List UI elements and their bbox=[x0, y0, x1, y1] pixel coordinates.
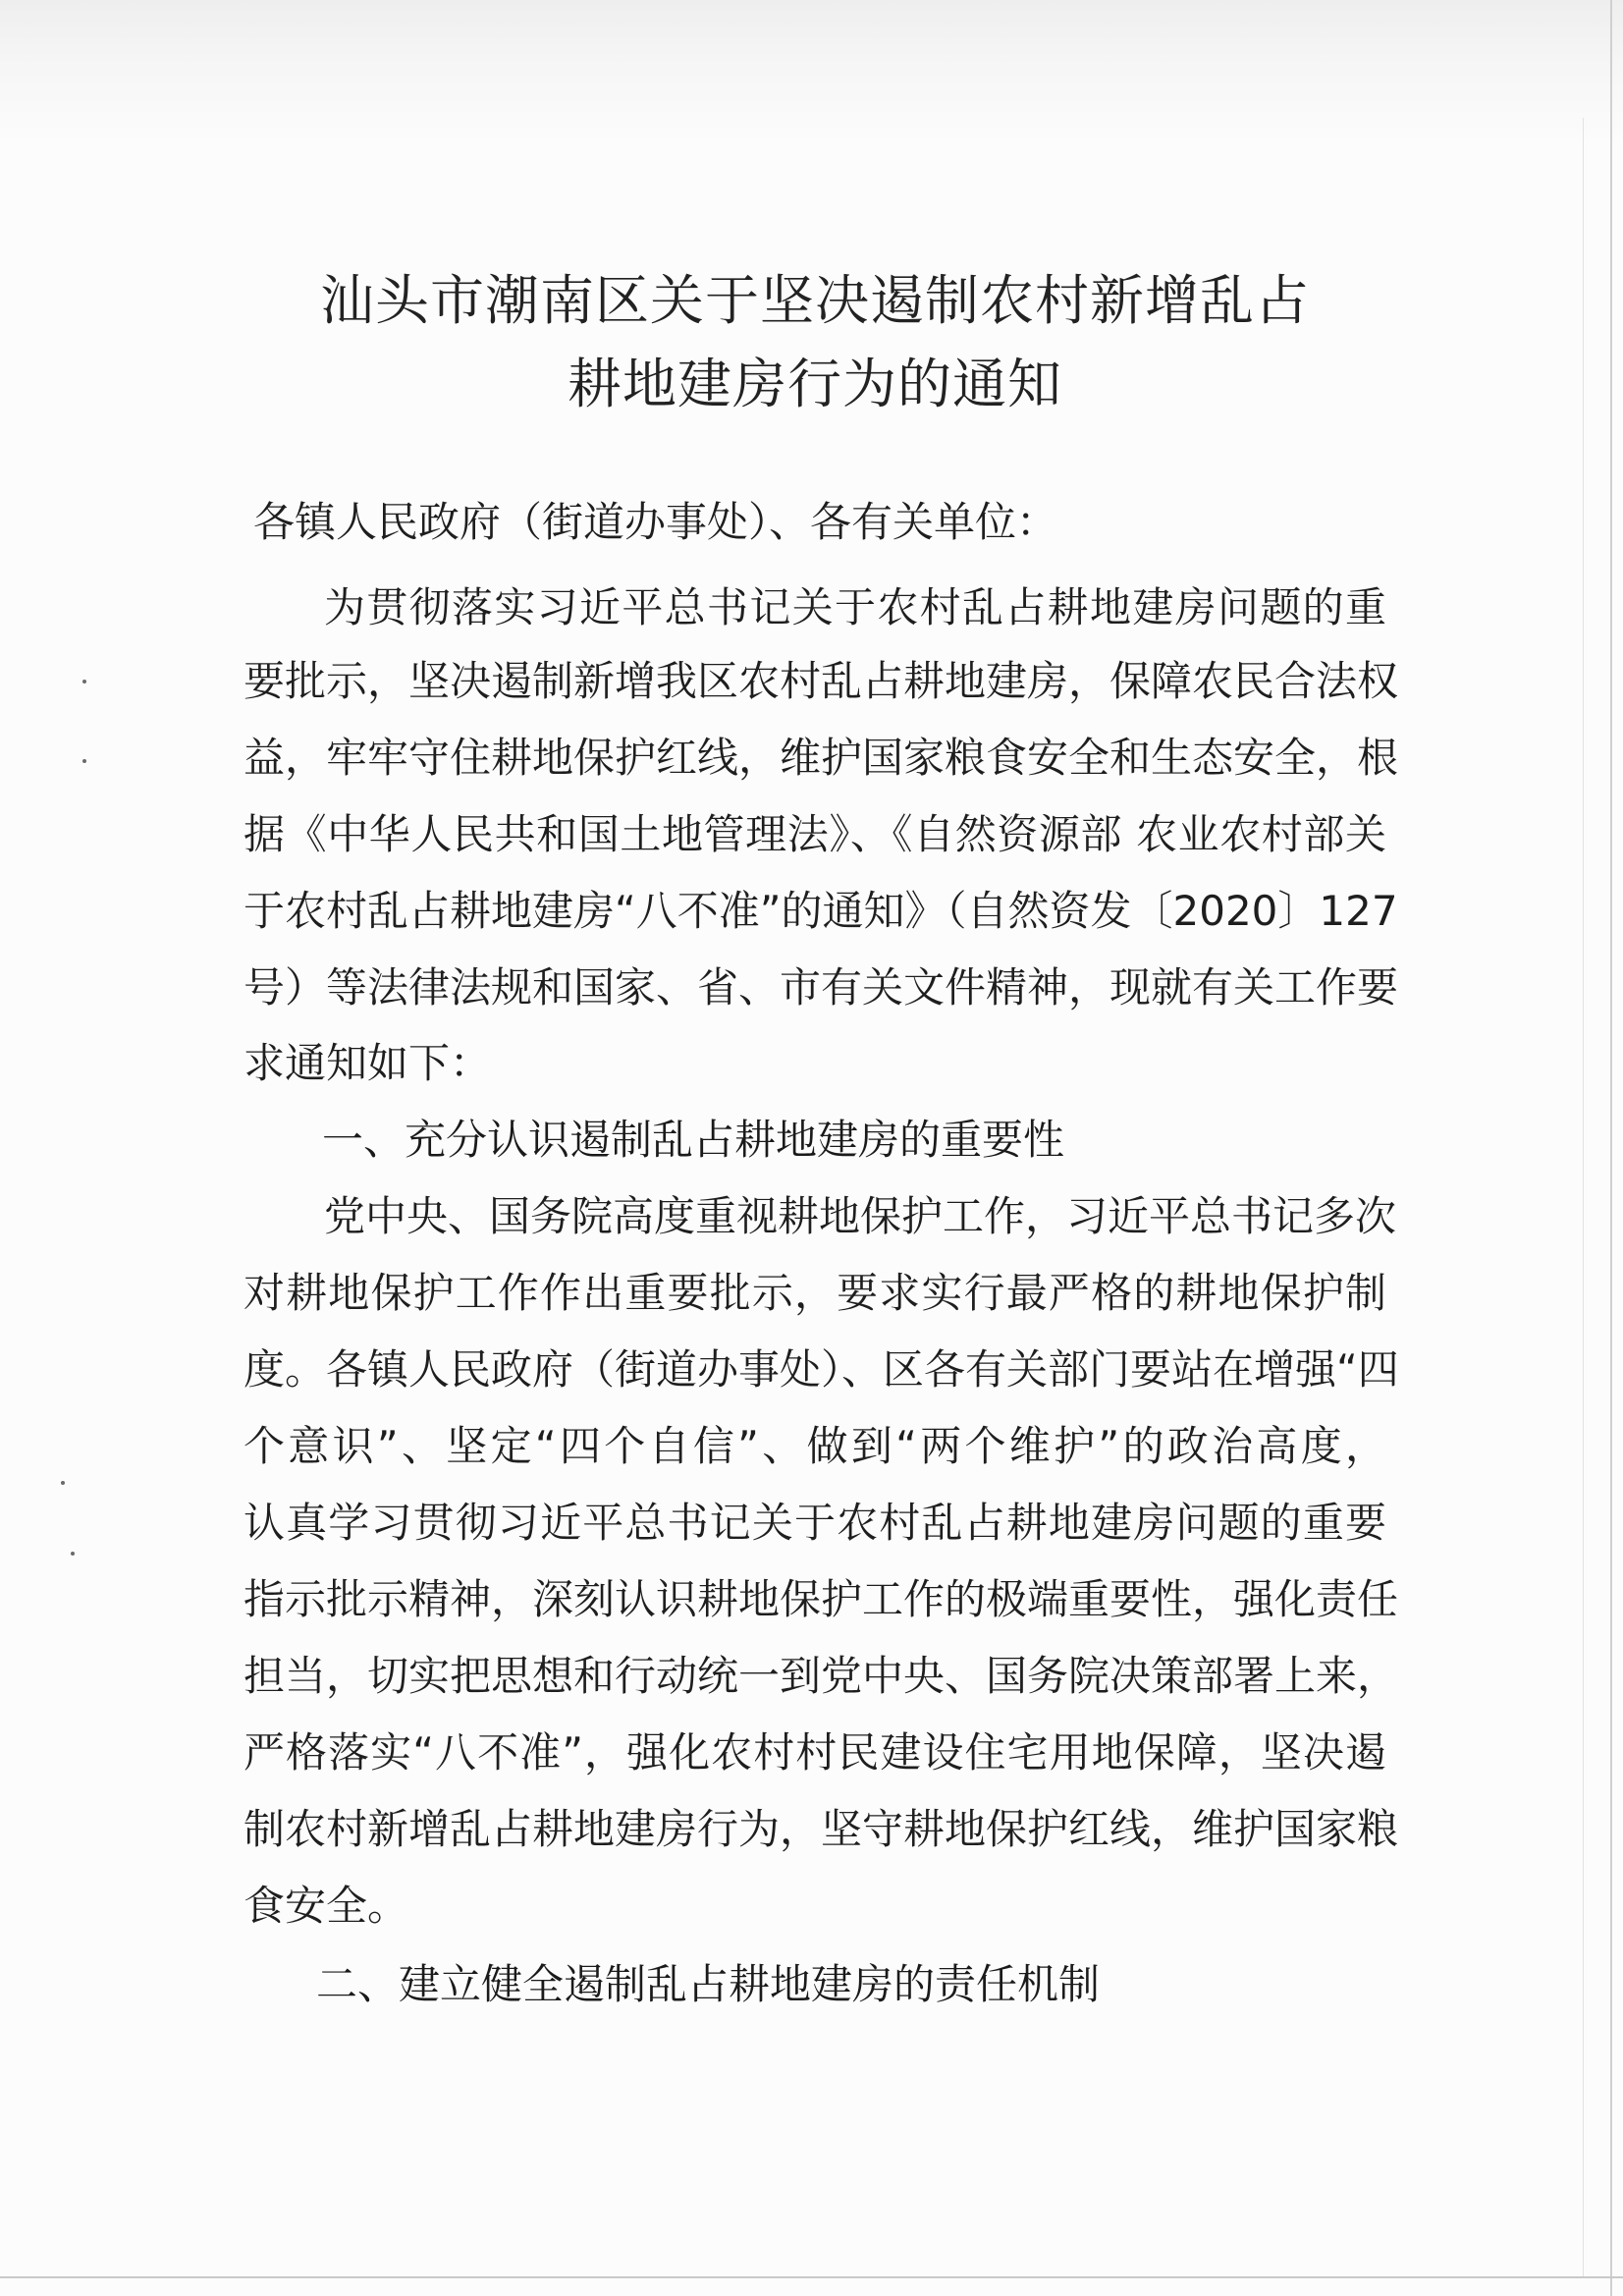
section-1-paragraph-line: 担当，切实把思想和行动统一到党中央、国务院决策部署上来， bbox=[243, 1652, 1399, 1700]
document-title-line-2: 耕地建房行为的通知 bbox=[567, 353, 1062, 415]
intro-paragraph-line: 益，牢牢守住耕地保护红线，维护国家粮食安全和生态安全，根 bbox=[243, 734, 1399, 782]
intro-paragraph-line: 据《中华人民共和国土地管理法》、《自然资源部 农业农村部关 bbox=[243, 810, 1386, 858]
section-1-heading: 一、充分认识遏制乱占耕地建房的重要性 bbox=[322, 1116, 1065, 1164]
intro-paragraph-line: 要批示，坚决遏制新增我区农村乱占耕地建房，保障农民合法权 bbox=[243, 657, 1399, 705]
section-1-paragraph-line: 党中央、国务院高度重视耕地保护工作，习近平总书记多次 bbox=[324, 1192, 1397, 1240]
section-1-paragraph-line: 指示批示精神，深刻认识耕地保护工作的极端重要性，强化责任 bbox=[243, 1575, 1399, 1623]
scan-edge-right bbox=[1610, 0, 1612, 2296]
intro-paragraph-line: 号）等法律法规和国家、省、市有关文件精神，现就有关工作要 bbox=[243, 963, 1399, 1011]
scan-speck bbox=[82, 759, 86, 763]
scan-edge-right-inner bbox=[1583, 118, 1584, 2278]
intro-paragraph-line: 为贯彻落实习近平总书记关于农村乱占耕地建房问题的重 bbox=[324, 583, 1386, 631]
section-1-paragraph-line: 食安全。 bbox=[243, 1882, 409, 1930]
intro-paragraph-line: 求通知如下： bbox=[243, 1039, 492, 1087]
document-title-line-1: 汕头市潮南区关于坚决遏制农村新增乱占 bbox=[319, 269, 1310, 332]
section-1-paragraph-line: 对耕地保护工作作出重要批示，要求实行最严格的耕地保护制 bbox=[243, 1269, 1386, 1317]
scan-speck bbox=[71, 1552, 75, 1556]
salutation: 各镇人民政府（街道办事处）、各有关单位： bbox=[253, 498, 1058, 546]
section-1-paragraph-line: 认真学习贯彻习近平总书记关于农村乱占耕地建房问题的重要 bbox=[243, 1499, 1386, 1547]
section-1-paragraph-line: 度。各镇人民政府（街道办事处）、区各有关部门要站在增强“四 bbox=[243, 1345, 1399, 1394]
section-1-paragraph-line: 个意识”、坚定“四个自信”、做到“两个维护”的政治高度， bbox=[243, 1422, 1386, 1470]
section-1-paragraph-line: 制农村新增乱占耕地建房行为，坚守耕地保护红线，维护国家粮 bbox=[243, 1805, 1399, 1853]
scan-speck bbox=[82, 680, 86, 683]
scan-edge-bottom bbox=[0, 2276, 1623, 2278]
section-1-paragraph-line: 严格落实“八不准”，强化农村村民建设住宅用地保障，坚决遏 bbox=[243, 1728, 1386, 1777]
intro-paragraph-line: 于农村乱占耕地建房“八不准”的通知》（自然资发〔2020〕127 bbox=[243, 887, 1398, 935]
scan-shadow-top bbox=[0, 0, 1623, 147]
scan-speck bbox=[61, 1481, 65, 1485]
section-2-heading: 二、建立健全遏制乱占耕地建房的责任机制 bbox=[316, 1960, 1101, 2008]
